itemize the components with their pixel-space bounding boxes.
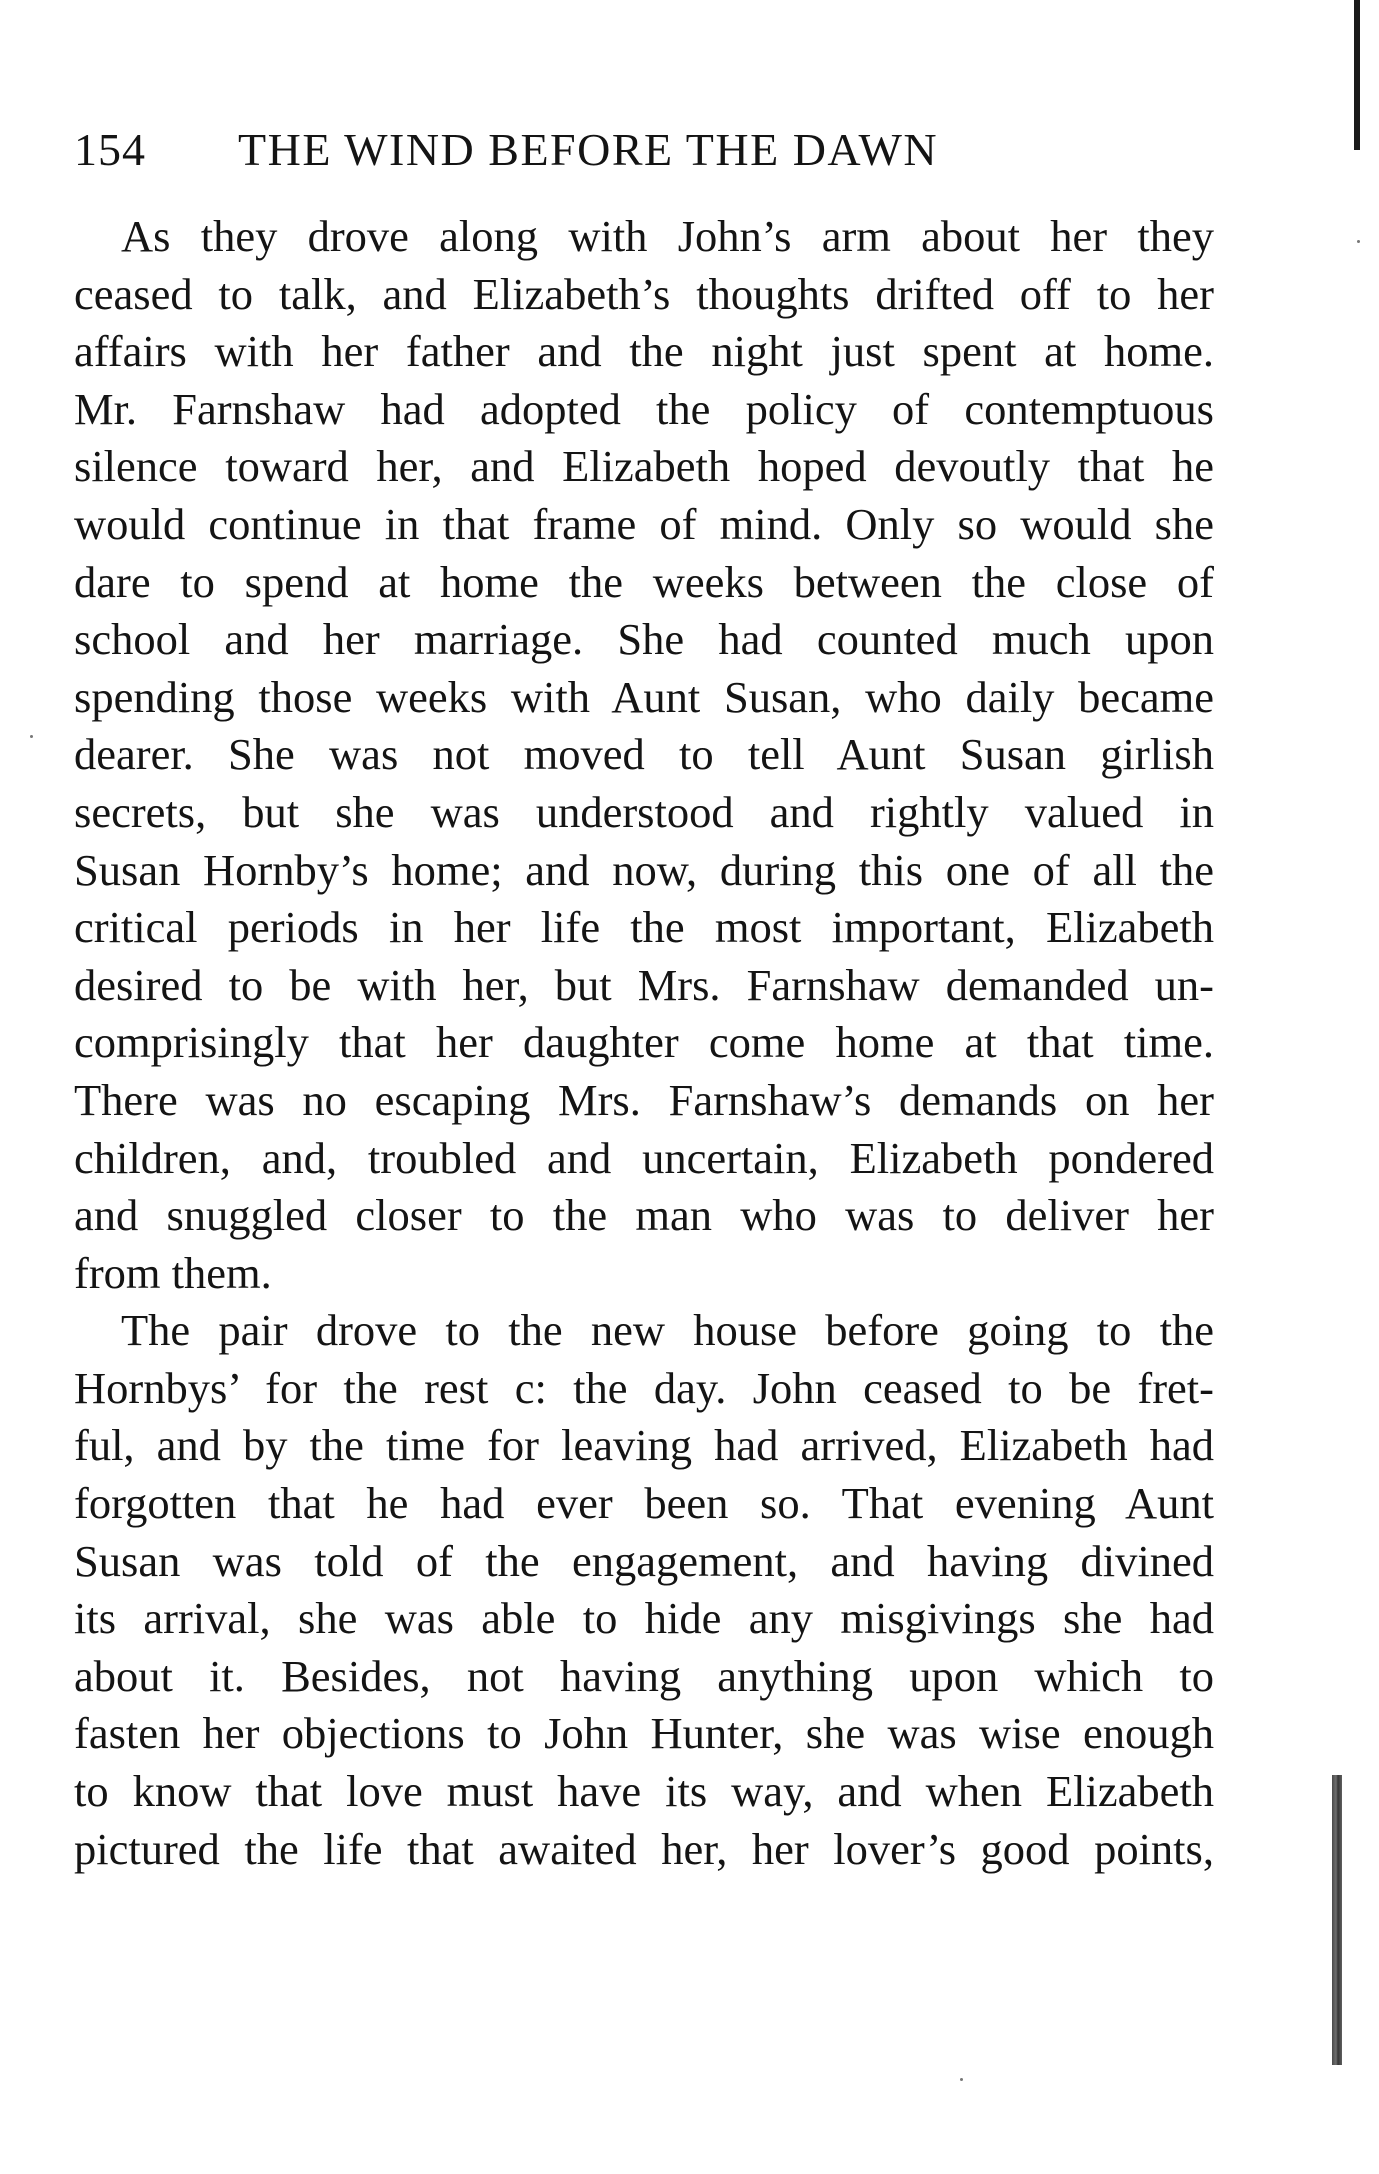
text-line: silence toward her, and Elizabeth hoped devoutly that he (74, 441, 1214, 492)
text-line: would continue in that frame of mind. Only so would she (74, 498, 1214, 549)
text-line: desired to be with her, but Mrs. Farnshaw demanded un- (74, 959, 1214, 1010)
text-line: comprisingly that her daughter come home at that time. (74, 1017, 1214, 1068)
scan-speck (960, 2078, 963, 2081)
running-title: THE WIND BEFORE THE DAWN (238, 124, 939, 175)
text-line: ceased to talk, and Elizabeth’s thoughts drifted off to her (74, 268, 1214, 319)
text-line: fasten her objections to John Hunter, she was wise enough (74, 1708, 1214, 1759)
text-line: As they drove along with John’s arm about her they (121, 211, 1214, 261)
text-line: Hornbys’ for the rest c: the day. John ceased to be fret- (74, 1362, 1214, 1413)
text-line: spending those weeks with Aunt Susan, who daily became (74, 671, 1214, 722)
scan-edge-mark (1332, 1775, 1342, 2065)
text-line: Susan was told of the engagement, and having divined (74, 1535, 1214, 1586)
text-line: Susan Hornby’s home; and now, during this one of all the (74, 844, 1214, 895)
scan-speck (30, 735, 33, 738)
text-line: school and her marriage. She had counted much upon (74, 614, 1214, 665)
text-line: Mr. Farnshaw had adopted the policy of contemptuous (74, 383, 1214, 434)
text-line: affairs with her father and the night just spent at home. (74, 326, 1214, 377)
text-line: and snuggled closer to the man who was to deliver her (74, 1190, 1214, 1241)
text-line: to know that love must have its way, and when Elizabeth (74, 1766, 1214, 1817)
text-line: critical periods in her life the most important, Elizabeth (74, 902, 1214, 953)
text-line: from them. (74, 1247, 272, 1298)
text-line: about it. Besides, not having anything upon which to (74, 1650, 1214, 1701)
text-line: children, and, troubled and uncertain, Elizabeth pondered (74, 1132, 1214, 1183)
text-line: The pair drove to the new house before going to the (121, 1305, 1214, 1356)
text-line: pictured the life that awaited her, her lover’s good points, (74, 1823, 1214, 1874)
text-line: forgotten that he had ever been so. That evening Aunt (74, 1478, 1214, 1529)
text-line: ful, and by the time for leaving had arrived, Elizabeth had (74, 1420, 1214, 1471)
scan-speck (1357, 240, 1360, 243)
text-line: There was no escaping Mrs. Farnshaw’s demands on her (74, 1074, 1214, 1125)
text-line: its arrival, she was able to hide any misgivings she had (74, 1593, 1214, 1644)
paragraph (74, 1302, 1214, 1878)
text-line: dare to spend at home the weeks between the close of (74, 556, 1214, 607)
body-text (74, 208, 1214, 1878)
running-head (74, 118, 1214, 182)
scan-edge-mark (1354, 0, 1360, 150)
text-line: dearer. She was not moved to tell Aunt Susan girlish (74, 729, 1214, 780)
paragraph (74, 208, 1214, 1302)
page-number: 154 (74, 124, 146, 175)
text-line: secrets, but she was understood and rightly valued in (74, 786, 1214, 837)
